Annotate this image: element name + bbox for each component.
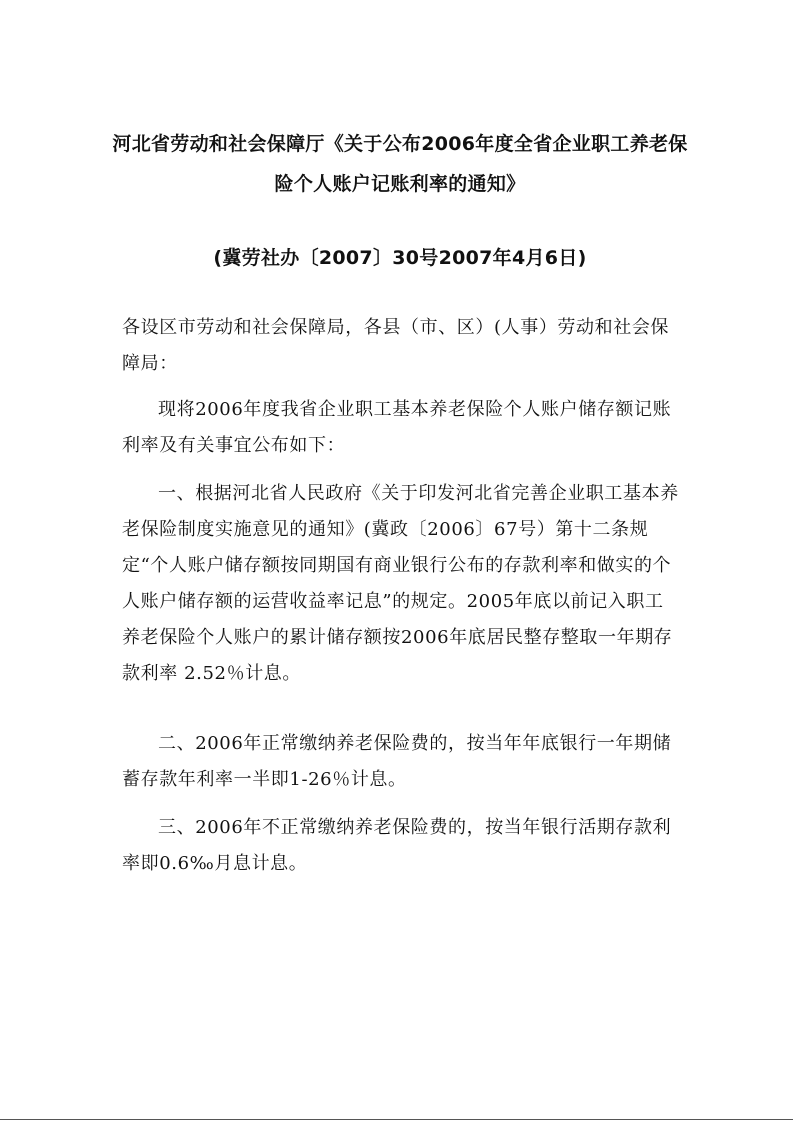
document-title-line-1: 河北省劳动和社会保障厅《关于公布2006年度全省企业职工养老保 (112, 133, 688, 155)
paragraph-item-3: 三、2006年不正常缴纳养老保险费的，按当年银行活期存款利率即0.6‰月息计息。 (122, 817, 672, 874)
paragraph-item-1: 一、根据河北省人民政府《关于印发河北省完善企业职工基本养老保险制度实施意见的通知》(冀政〔2006〕67号）第十二条规定“个人账户储存额按同期国有商业银行公布的存款利率和做实的个人账户储存额的运营收益率记息”的规定。2005年底以前记入职工养老保险个人账户的累计储存额按2006年底居民整存整取一年期存款利率 2.52％计息。 (122, 483, 679, 684)
paragraph-intro: 现将2006年度我省企业职工基本养老保险个人账户储存额记账利率及有关事宜公布如下： (122, 399, 672, 456)
document-title-line-2: 险个人账户记账利率的通知》 (274, 173, 526, 195)
greeting-line: 各设区市劳动和社会保障局，各县（市、区）(人事）劳动和社会保障局： (122, 317, 670, 374)
paragraph-item-2: 二、2006年正常缴纳养老保险费的，按当年年底银行一年期储蓄存款年利率一半即1-26％计息。 (122, 733, 672, 790)
bottom-divider (0, 1119, 793, 1120)
document-subtitle: (冀劳社办〔2007〕30号2007年4月6日) (213, 247, 587, 269)
